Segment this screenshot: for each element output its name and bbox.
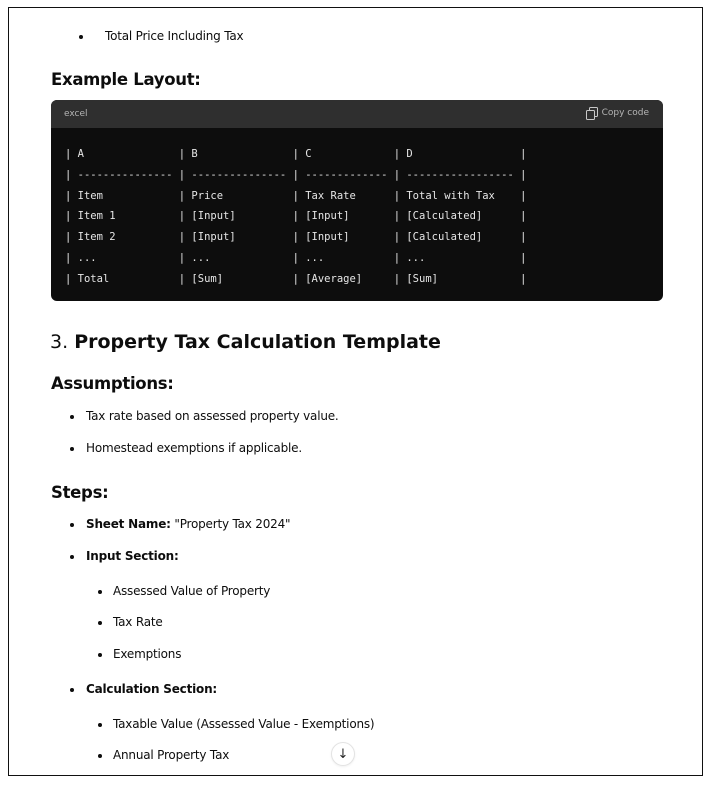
sheet-name-label: Sheet Name: bbox=[86, 517, 171, 531]
assumptions-heading: Assumptions: bbox=[51, 374, 174, 393]
list-item: Tax rate based on assessed property value. bbox=[86, 409, 339, 423]
bullet-dot bbox=[98, 621, 102, 625]
bullet-dot bbox=[79, 35, 83, 39]
sheet-name-item bbox=[86, 517, 290, 531]
code-line: | Item 1 | [Input] | [Input] | [Calculated] | bbox=[65, 210, 527, 223]
copy-icon bbox=[586, 107, 598, 119]
bullet-dot bbox=[70, 415, 74, 419]
input-section-label: Input Section: bbox=[86, 549, 179, 563]
code-line: | A | B | C | D | bbox=[65, 148, 527, 160]
list-item: Assessed Value of Property bbox=[113, 584, 271, 598]
code-content bbox=[65, 144, 526, 290]
bullet-dot bbox=[98, 590, 102, 594]
copy-code-button[interactable] bbox=[586, 107, 649, 119]
code-block bbox=[51, 100, 663, 301]
scroll-to-bottom-button[interactable] bbox=[331, 742, 355, 766]
section-number: 3. bbox=[50, 331, 69, 353]
section-heading bbox=[50, 331, 441, 353]
code-language-label: excel bbox=[64, 109, 88, 119]
list-item: Exemptions bbox=[113, 647, 182, 661]
list-item: Tax Rate bbox=[113, 615, 163, 629]
steps-heading: Steps: bbox=[51, 483, 109, 502]
bullet-dot bbox=[98, 754, 102, 758]
code-line: | ... | ... | ... | ... | bbox=[65, 251, 527, 264]
chat-content-frame bbox=[8, 7, 703, 776]
section-title: Property Tax Calculation Template bbox=[74, 331, 441, 353]
bullet-dot bbox=[70, 523, 74, 527]
code-line: | Item | Price | Tax Rate | Total with Tax | bbox=[65, 189, 527, 202]
bullet-dot bbox=[98, 723, 102, 727]
list-item: Annual Property Tax bbox=[113, 748, 230, 762]
code-line: | --------------- | --------------- | ------------- | ----------------- | bbox=[65, 168, 527, 181]
copy-code-label: Copy code bbox=[601, 108, 649, 118]
bullet-dot bbox=[70, 555, 74, 559]
arrow-down-icon: ↓ bbox=[337, 746, 349, 762]
list-item: Taxable Value (Assessed Value - Exemptions) bbox=[113, 717, 375, 731]
code-line: | Total | [Sum] | [Average] | [Sum] | bbox=[65, 272, 527, 285]
code-block-header bbox=[51, 100, 663, 128]
sheet-name-value: "Property Tax 2024" bbox=[170, 517, 291, 531]
calculation-section-label: Calculation Section: bbox=[86, 682, 218, 696]
list-item: Homestead exemptions if applicable. bbox=[86, 441, 302, 455]
code-line: | Item 2 | [Input] | [Input] | [Calculated] | bbox=[65, 231, 527, 244]
bullet-dot bbox=[98, 653, 102, 657]
bullet-dot bbox=[70, 688, 74, 692]
list-item: Total Price Including Tax bbox=[105, 29, 244, 43]
example-layout-heading: Example Layout: bbox=[51, 70, 201, 89]
bullet-dot bbox=[70, 447, 74, 451]
